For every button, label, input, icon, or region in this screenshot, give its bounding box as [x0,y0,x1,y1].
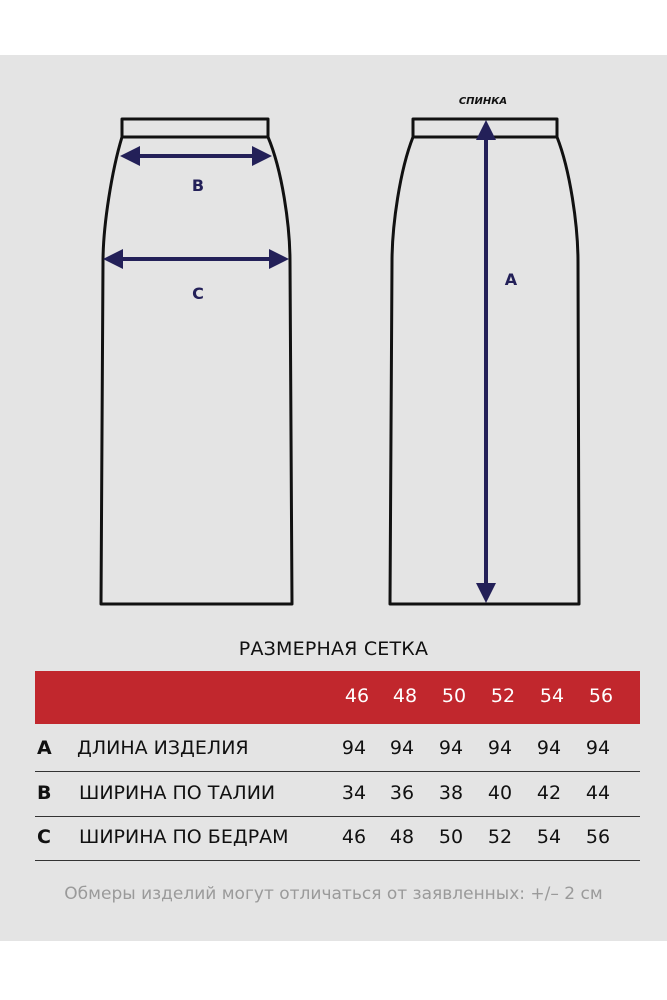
row-key: A [37,737,52,759]
size-header: 56 [588,685,614,707]
table-cell: 94 [341,737,367,759]
table-cell: 50 [438,826,464,848]
row-name: ШИРИНА ПО ТАЛИИ [79,782,276,804]
size-header: 54 [539,685,565,707]
table-cell: 94 [487,737,513,759]
table-cell: 40 [487,782,513,804]
measurement-note: Обмеры изделий могут отличаться от заявленных: +/– 2 см [64,884,603,904]
table-row [35,727,640,772]
table-cell: 56 [585,826,611,848]
size-header: 46 [344,685,370,707]
front-body-outline [101,137,292,604]
table-cell: 94 [585,737,611,759]
size-header: 48 [392,685,418,707]
row-key: C [37,826,51,848]
table-cell: 94 [438,737,464,759]
table-cell: 54 [536,826,562,848]
table-cell: 42 [536,782,562,804]
table-title: РАЗМЕРНАЯ СЕТКА [238,638,429,660]
label-a: A [504,270,518,289]
table-cell: 94 [536,737,562,759]
size-header: 52 [490,685,516,707]
table-row [35,772,640,817]
row-name: ДЛИНА ИЗДЕЛИЯ [77,737,249,759]
table-row [35,816,640,861]
back-label: СПИНКА [458,96,508,107]
label-b: B [191,176,205,195]
table-cell: 38 [438,782,464,804]
size-header: 50 [441,685,467,707]
front-waistband [122,119,268,137]
table-cell: 44 [585,782,611,804]
table-cell: 34 [341,782,367,804]
table-cell: 52 [487,826,513,848]
table-cell: 48 [389,826,415,848]
row-key: B [37,782,52,804]
table-cell: 36 [389,782,415,804]
row-name: ШИРИНА ПО БЕДРАМ [79,826,289,848]
table-cell: 46 [341,826,367,848]
table-cell: 94 [389,737,415,759]
label-c: C [192,284,204,303]
